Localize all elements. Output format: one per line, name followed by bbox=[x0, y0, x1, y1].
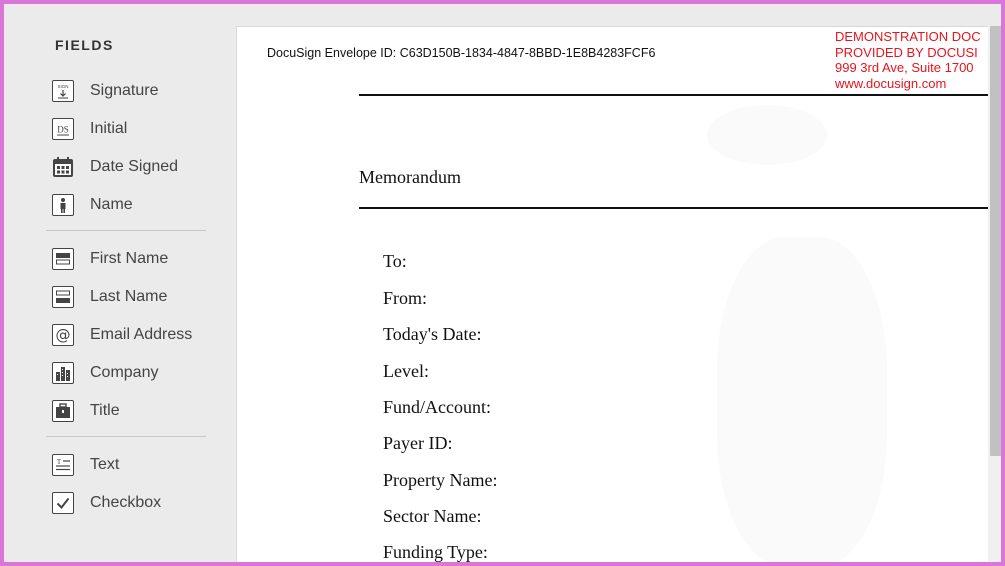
checkbox-icon bbox=[52, 492, 74, 514]
sidebar-item-email-address[interactable] bbox=[52, 320, 222, 350]
sidebar-divider bbox=[46, 436, 206, 437]
fields-sidebar bbox=[8, 8, 224, 566]
redaction-mark bbox=[717, 237, 887, 566]
sidebar-item-label: Company bbox=[90, 364, 159, 381]
vertical-scrollbar[interactable] bbox=[988, 26, 1005, 566]
field-label-payer-id: Payer ID: bbox=[383, 433, 453, 453]
svg-text:T: T bbox=[56, 458, 62, 466]
sidebar-item-title[interactable] bbox=[52, 396, 222, 426]
calendar-icon bbox=[52, 156, 74, 178]
memo-title: Memorandum bbox=[359, 167, 461, 187]
sidebar-item-date-signed[interactable] bbox=[52, 152, 222, 182]
field-label-to: To: bbox=[383, 251, 407, 271]
field-label-property-name: Property Name: bbox=[383, 470, 498, 490]
demo-line: PROVIDED BY DOCUSI bbox=[835, 44, 978, 60]
sidebar-item-label: Title bbox=[90, 402, 120, 419]
svg-text:@: @ bbox=[55, 326, 71, 344]
sidebar-item-label: Last Name bbox=[90, 288, 168, 305]
field-label-level: Level: bbox=[383, 361, 429, 381]
demo-line: www.docusign.com bbox=[835, 75, 947, 91]
field-label-date: Today's Date: bbox=[383, 324, 482, 344]
sidebar-heading: FIELDS bbox=[55, 37, 114, 53]
sidebar-item-label: Date Signed bbox=[90, 158, 179, 175]
field-label-sector-name: Sector Name: bbox=[383, 506, 482, 526]
demo-watermark bbox=[835, 29, 981, 91]
field-label-from: From: bbox=[383, 288, 428, 308]
text-field-icon bbox=[52, 454, 74, 476]
sidebar-item-label: Checkbox bbox=[90, 494, 162, 511]
at-icon bbox=[52, 324, 74, 346]
sidebar-item-initial[interactable] bbox=[52, 114, 222, 144]
sidebar-item-checkbox[interactable] bbox=[52, 488, 222, 518]
initial-ds-icon bbox=[52, 118, 74, 140]
sidebar-item-signature[interactable] bbox=[52, 76, 222, 106]
document-page[interactable] bbox=[236, 26, 989, 566]
svg-text:DS: DS bbox=[57, 124, 69, 135]
sidebar-item-text[interactable] bbox=[52, 450, 222, 480]
sidebar-item-name[interactable] bbox=[52, 190, 222, 220]
buildings-icon bbox=[52, 362, 74, 384]
sidebar-divider bbox=[46, 230, 206, 231]
sidebar-item-label: Text bbox=[90, 456, 120, 473]
person-icon bbox=[52, 194, 74, 216]
field-label-funding-type: Funding Type: bbox=[383, 542, 488, 562]
redaction-mark bbox=[707, 105, 827, 165]
name-card-icon bbox=[52, 248, 74, 270]
sidebar-item-label: Name bbox=[90, 196, 133, 213]
sidebar-item-label: First Name bbox=[90, 250, 169, 267]
field-label-fund-account: Fund/Account: bbox=[383, 397, 491, 417]
title-rule bbox=[359, 207, 989, 209]
envelope-id: DocuSign Envelope ID: C63D150B-1834-4847-8BBD-1E8B4283FCF6 bbox=[267, 46, 656, 60]
sign-icon bbox=[52, 80, 74, 102]
briefcase-icon bbox=[52, 400, 74, 422]
sidebar-item-label: Email Address bbox=[90, 326, 193, 343]
name-card-icon bbox=[52, 286, 74, 308]
scrollbar-thumb[interactable] bbox=[990, 26, 1002, 456]
sidebar-item-first-name[interactable] bbox=[52, 244, 222, 274]
svg-text:SIGN: SIGN bbox=[57, 84, 69, 89]
demo-line: 999 3rd Ave, Suite 1700 bbox=[835, 60, 974, 75]
sidebar-item-last-name[interactable] bbox=[52, 282, 222, 312]
sidebar-item-label: Signature bbox=[90, 82, 159, 99]
sidebar-item-company[interactable] bbox=[52, 358, 222, 388]
sidebar-item-label: Initial bbox=[90, 120, 128, 137]
demo-line: DEMONSTRATION DOC bbox=[835, 29, 981, 44]
header-rule bbox=[359, 94, 989, 96]
